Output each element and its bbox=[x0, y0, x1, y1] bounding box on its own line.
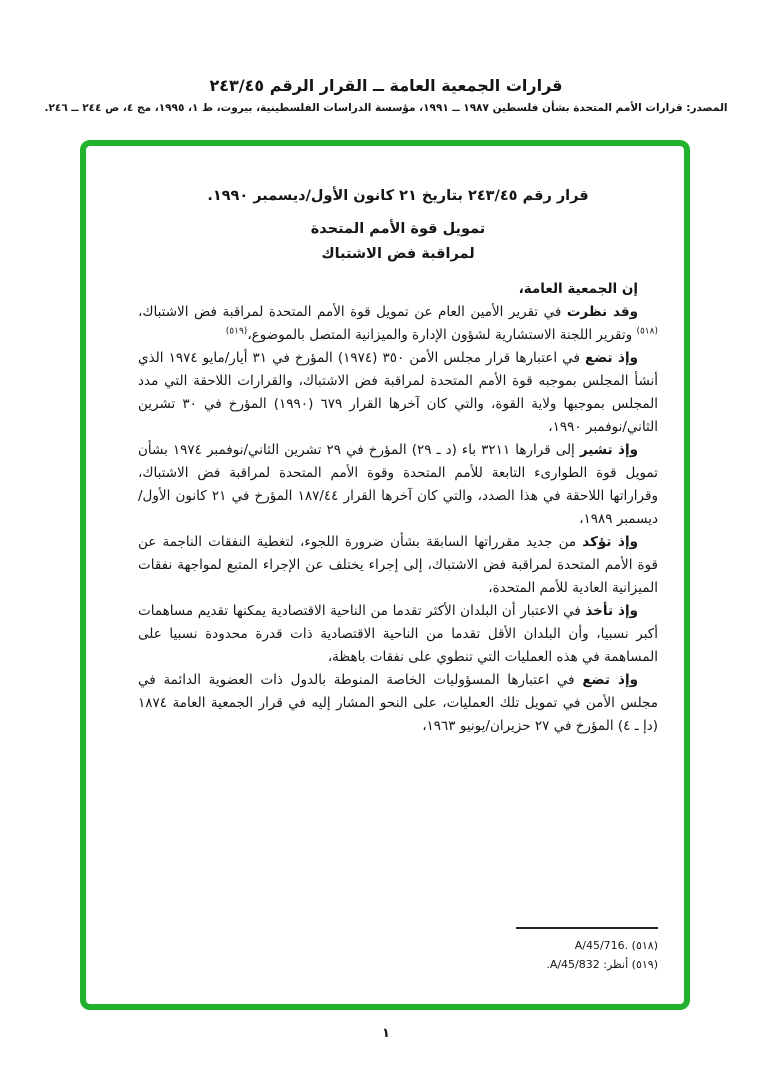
page-header bbox=[0, 76, 772, 114]
paragraph-lead: وقد نظرت bbox=[566, 304, 638, 320]
footnote-519 bbox=[112, 955, 658, 974]
paragraph-lead: وإذ تضع bbox=[584, 350, 638, 366]
footnote-separator-line bbox=[516, 927, 658, 929]
resolution-title: قرار رقم ٢٤٣/٤٥ بتاريخ ٢١ كانون الأول/ديسمبر ١٩٩٠. bbox=[207, 188, 589, 204]
preamble-paragraph-considered bbox=[138, 301, 658, 347]
paragraph-text: من جديد مقرراتها السابقة بشأن ضرورة اللجوء، لتغطية النفقات الناجمة عن قوة الأمم المتحدة لمراقبة فض الاشتباك، إلى إجراء يختلف عن الإجراء المتبع لمواجهة نفقات الميزانية العادية للأمم المتحدة، bbox=[138, 534, 658, 596]
footnote-number: (٥١٩) bbox=[631, 958, 658, 971]
footnote-number: (٥١٨) bbox=[631, 939, 658, 952]
footnote-ref-519: (٥١٩) bbox=[225, 326, 248, 337]
page-number: ١ bbox=[382, 1026, 390, 1041]
preamble-paragraph-taking-into-account bbox=[138, 600, 658, 669]
paragraph-text: في اعتبارها المسؤوليات الخاصة المنوطة بالدول ذات العضوية الدائمة في مجلس الأمن في تمويل تلك العمليات، على النحو المشار إليه في قرار الجمعية العامة ١٨٧٤ (دإ ـ ٤) المؤرخ في ٢٧ حزيران/يونيو ١٩٦٣، bbox=[138, 672, 658, 734]
paragraph-lead: إن الجمعية العامة، bbox=[518, 281, 638, 297]
preamble-paragraph-special-responsibilities bbox=[138, 669, 658, 738]
footnote-518 bbox=[112, 936, 658, 955]
paragraph-lead: وإذ تشير bbox=[579, 442, 638, 458]
page-header-title: قرارات الجمعية العامة ــ القرار الرقم ٢٤٣/٤٥ bbox=[209, 76, 563, 95]
resolution-frame bbox=[80, 140, 690, 1010]
page-source-line: المصدر: قرارات الأمم المتحدة بشأن فلسطين ١٩٨٧ ــ ١٩٩١، مؤسسة الدراسات الفلسطينية، بيروت، ط ١، ١٩٩٥، مج ٤، ص ٢٤٤ ــ ٢٤٦. bbox=[44, 102, 728, 114]
preamble-paragraph-recalling-3211 bbox=[138, 439, 658, 531]
preamble-paragraph-bearing-in-mind-350 bbox=[138, 347, 658, 439]
paragraph-lead: وإذ تضع bbox=[582, 672, 638, 688]
paragraph-lead: وإذ تؤكد bbox=[582, 534, 638, 550]
footnotes-block bbox=[112, 927, 658, 974]
footnote-text: أنظر: A/45/832. bbox=[546, 958, 629, 971]
paragraph-text: في اعتبارها قرار مجلس الأمن ٣٥٠ (١٩٧٤) المؤرخ في ٣١ أيار/مايو ١٩٧٤ الذي أنشأ المجلس بموجبه قوة الأمم المتحدة لمراقبة فض الاشتباك، والقرارات اللاحقة التي مدد المجلس بموجبها ولاية القوة، والتي كان آخرها القرار ٦٧٩ (١٩٩٠) المؤرخ في ٣٠ تشرين الثاني/نوفمبر ١٩٩٠، bbox=[138, 350, 658, 435]
footnote-document-symbol: A/45/716. bbox=[574, 939, 629, 952]
resolution-body bbox=[138, 278, 658, 738]
resolution-subtitle-line1: تمويل قوة الأمم المتحدة bbox=[310, 221, 486, 237]
footnote-ref-518: (٥١٨) bbox=[636, 326, 658, 337]
preamble-paragraph-reaffirming bbox=[138, 531, 658, 600]
paragraph-text: إلى قرارها ٣٢١١ باء (د ـ ٢٩) المؤرخ في ٢٩ تشرين الثاني/نوفمبر ١٩٧٤ بشأن تمويل قوة الطوارىء التابعة للأمم المتحدة وقوة الأمم المتحدة لمراقبة فض الاشتباك، وقراراتها اللاحقة في هذا الصدد، والتي كان آخرها القرار ١٨٧/٤٤ المؤرخ في ٢١ كانون الأول/ديسمبر ١٩٨٩، bbox=[138, 442, 658, 527]
paragraph-text: في الاعتبار أن البلدان الأكثر تقدما من الناحية الاقتصادية يمكنها تقديم مساهمات أكبر نسبيا، وأن البلدان الأقل تقدما من الناحية الاقتصادية ذات قدرة محدودة نسبيا على المساهمة في هذه العمليات التي تنطوي على نفقات باهظة، bbox=[138, 603, 658, 665]
paragraph-text: وتقرير اللجنة الاستشارية لشؤون الإدارة والميزانية المتصل بالموضوع، bbox=[247, 327, 637, 343]
paragraph-lead: وإذ تأخذ bbox=[585, 603, 638, 619]
paragraph-text: في تقرير الأمين العام عن تمويل قوة الأمم المتحدة لمراقبة فض الاشتباك، bbox=[138, 304, 567, 320]
preamble-paragraph-opening bbox=[138, 278, 658, 301]
resolution-subtitle-line2: لمراقبة فض الاشتباك bbox=[321, 246, 475, 262]
